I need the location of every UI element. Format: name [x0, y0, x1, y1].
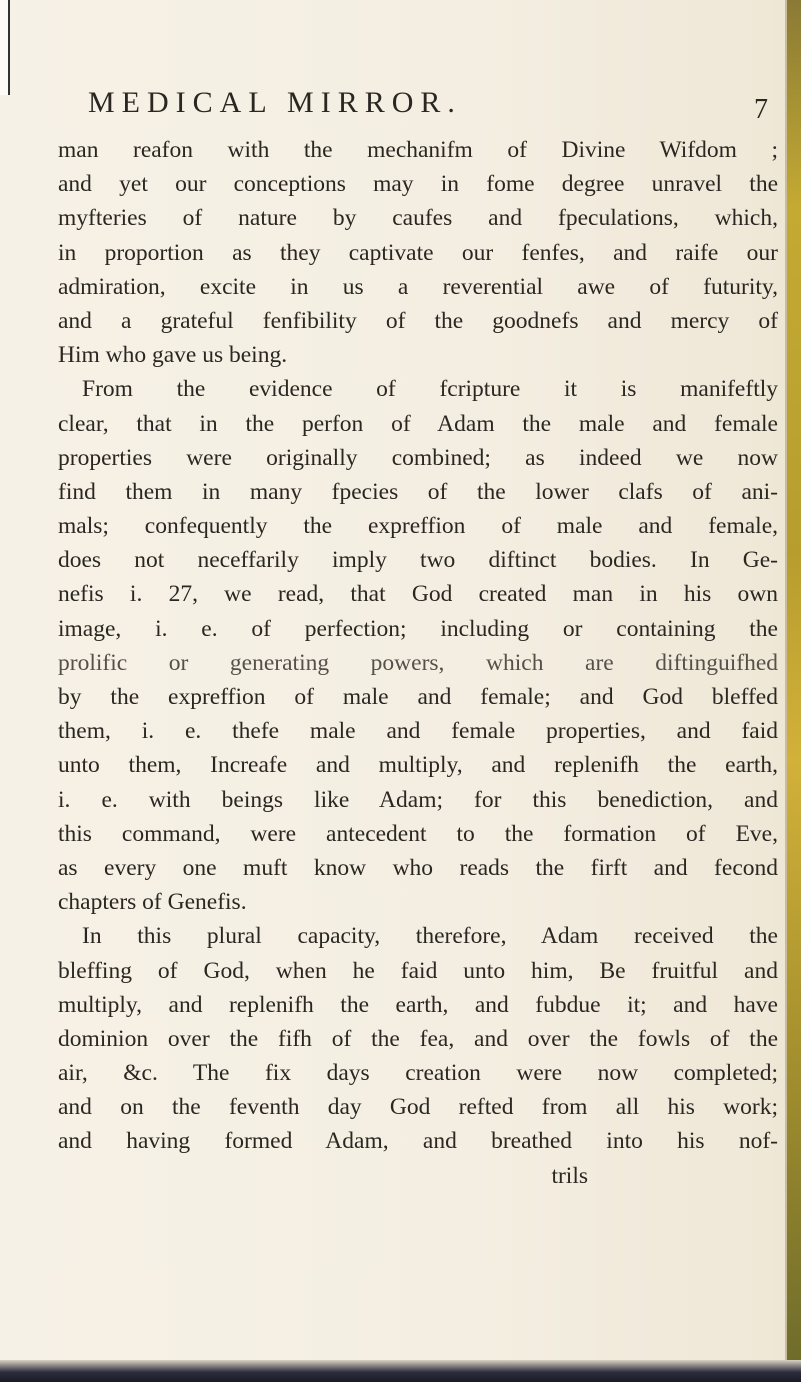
text-line: mals; confequently the expreffion of male and female,: [58, 513, 778, 540]
text-line: nefis i. 27, we read, that God created man in his own: [58, 581, 778, 608]
text-line: in proportion as they captivate our fenfes, and raife our: [58, 239, 778, 266]
page-number: 7: [754, 94, 768, 125]
page-edge-binding: [787, 0, 801, 1382]
text-line: admiration, excite in us a reverential awe of futurity,: [58, 273, 778, 300]
text-line: Him who gave us being.: [58, 342, 288, 369]
text-line: man reafon with the mechanifm of Divine Wifdom ;: [58, 137, 778, 163]
text-line: as every one muft know who reads the firft and fecond: [58, 854, 778, 881]
text-line: clear, that in the perfon of Adam the male and female: [58, 410, 778, 437]
text-line: find them in many fpecies of the lower clafs of ani-: [58, 478, 778, 505]
text-line: image, i. e. of perfection; including or containing the: [58, 615, 778, 642]
text-line: them, i. e. thefe male and female properties, and faid: [58, 718, 778, 745]
page-crop-mark: [0, 0, 10, 95]
text-line: unto them, Increafe and multiply, and replenifh the earth,: [58, 752, 778, 779]
paragraph-start-line: From the evidence of fcripture it is manifeftly: [82, 376, 778, 403]
text-line: myfteries of nature by caufes and fpeculations, which,: [58, 205, 778, 232]
body-text: [58, 133, 778, 1193]
text-line: bleffing of God, when he faid unto him, Be fruitful and: [58, 957, 778, 984]
text-line: and on the feventh day God refted from all his work;: [58, 1094, 778, 1121]
scan-bottom-edge: [0, 1360, 801, 1382]
text-line: air, &c. The fix days creation were now completed;: [58, 1060, 778, 1087]
paragraph-start-line: In this plural capacity, therefore, Adam received the: [82, 923, 778, 950]
text-line: by the expreffion of male and female; and God bleffed: [58, 684, 778, 710]
text-line: and yet our conceptions may in fome degree unravel the: [58, 171, 778, 198]
text-line: does not neceffarily imply two diftinct bodies. In Ge-: [58, 547, 778, 574]
text-line: multiply, and replenifh the earth, and fubdue it; and have: [58, 991, 778, 1018]
running-title: MEDICAL MIRROR.: [88, 86, 462, 119]
text-line: chapters of Genefis.: [58, 889, 247, 916]
text-line: dominion over the fifh of the fea, and over the fowls of the: [58, 1025, 778, 1052]
text-line: and a grateful fenfibility of the goodnefs and mercy of: [58, 307, 778, 334]
catchword: trils: [551, 1162, 588, 1189]
text-line: prolific or generating powers, which are diftinguifhed: [58, 649, 778, 676]
text-line: and having formed Adam, and breathed into his nof-: [58, 1128, 778, 1155]
text-line: properties were originally combined; as indeed we now: [58, 444, 778, 471]
text-line: this command, were antecedent to the formation of Eve,: [58, 820, 778, 847]
text-line: i. e. with beings like Adam; for this benediction, and: [58, 786, 778, 813]
page-header: [88, 78, 778, 125]
